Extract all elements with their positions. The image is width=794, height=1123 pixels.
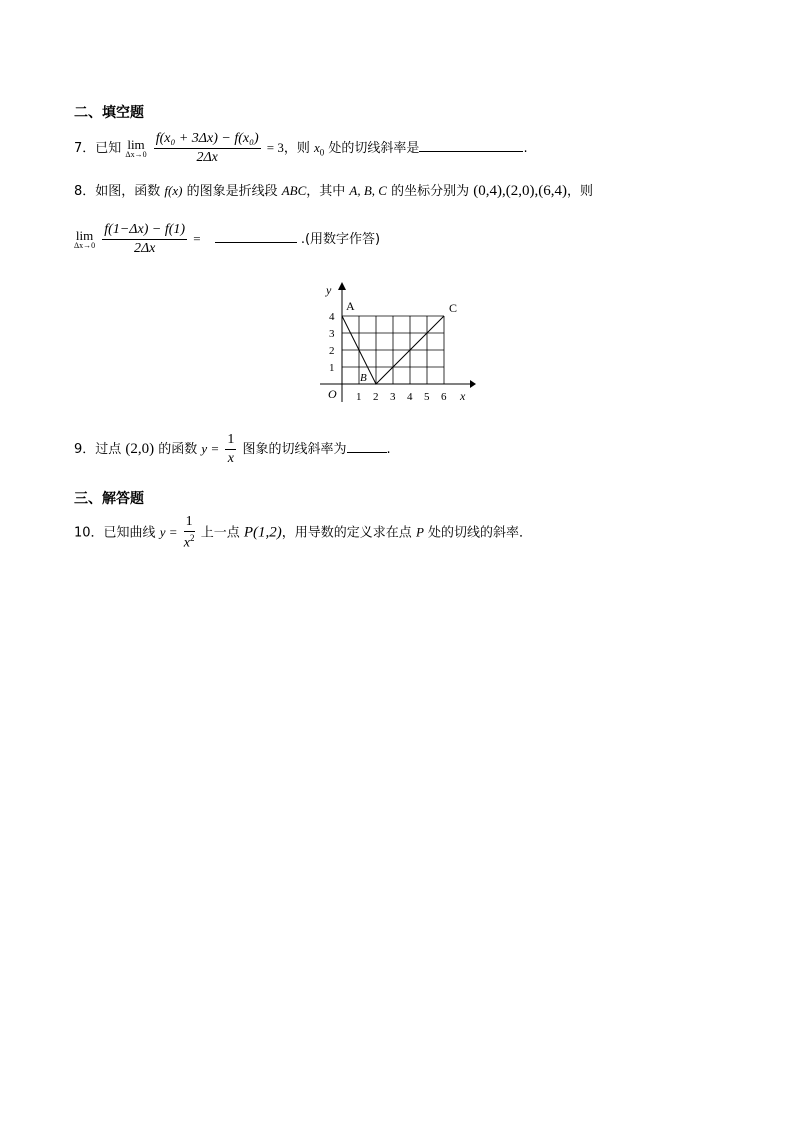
q7-x0-sub: 0 xyxy=(319,147,325,158)
y-tick-labels xyxy=(329,311,335,374)
q7-tail: . xyxy=(523,141,528,156)
question-7 xyxy=(74,131,528,166)
q10-numerator: 1 xyxy=(184,514,195,532)
q10-denominator: $x^2$ xyxy=(183,533,195,551)
x-tick-6: 6 xyxy=(441,391,447,403)
origin-label: O xyxy=(328,387,337,401)
section-title-solve: 三、解答题 xyxy=(74,491,144,507)
q10-p: P xyxy=(415,524,424,540)
q8-points: A, B, C xyxy=(349,183,387,198)
q10-text4: 处的切线的斜率． xyxy=(423,525,533,541)
grid-lines xyxy=(342,316,444,384)
q8-equals: = xyxy=(193,231,201,246)
q9-point: (2,0) xyxy=(125,441,155,457)
point-b-label: B xyxy=(360,372,367,384)
q8-denominator: 2Δx xyxy=(133,241,156,256)
question-8-line2 xyxy=(74,222,380,257)
q8-fx: f(x) xyxy=(164,183,183,198)
q8-number: 8．如图，函数 xyxy=(74,184,165,199)
q7-fraction xyxy=(154,131,261,166)
q7-number: 7．已知 xyxy=(74,141,122,156)
q10-point: P(1,2) xyxy=(243,524,282,541)
q10-fraction xyxy=(184,514,195,552)
point-c-label: C xyxy=(449,301,458,315)
graph-svg xyxy=(310,280,480,410)
q8-fraction xyxy=(102,222,187,257)
axes xyxy=(320,288,470,402)
q8-answer-blank xyxy=(215,230,297,243)
q7-limit: lim Δx→0 xyxy=(125,137,147,159)
y-tick-2: 2 xyxy=(329,345,335,357)
q9-numerator: 1 xyxy=(225,432,236,450)
q7-text-end: 处的切线斜率是 xyxy=(324,141,420,156)
q7-x0: x xyxy=(314,140,320,155)
x-axis-arrow xyxy=(470,380,476,388)
q9-fraction xyxy=(225,432,236,467)
q8-hint: .(用数字作答) xyxy=(300,232,381,247)
y-tick-1: 1 xyxy=(329,362,335,374)
x-tick-2: 2 xyxy=(373,391,379,403)
q10-text2: 上一点 xyxy=(196,525,244,541)
q10-text3: ，用导数的定义求在点 xyxy=(281,525,416,541)
question-9 xyxy=(74,432,391,467)
x-tick-3: 3 xyxy=(390,391,396,403)
q7-text-mid: ，则 xyxy=(283,141,315,156)
q9-y-eq: y = xyxy=(201,441,220,456)
question-8-line1 xyxy=(74,180,593,200)
q7-denominator: 2Δx xyxy=(196,150,218,165)
point-a-label: A xyxy=(346,299,355,313)
q8-coords: (0,4),(2,0),(6,4) xyxy=(473,183,567,199)
q10-number: 10．已知曲线 xyxy=(74,525,160,541)
q9-denominator: x xyxy=(227,451,234,466)
x-tick-1: 1 xyxy=(356,391,362,403)
q8-abc: ABC xyxy=(281,183,307,198)
q9-text3: 图象的切线斜率为 xyxy=(238,442,347,457)
graph-figure xyxy=(310,280,480,414)
question-10 xyxy=(74,514,532,552)
q9-answer-blank xyxy=(347,440,387,453)
section-title-fill: 二、填空题 xyxy=(74,105,144,121)
y-tick-4: 4 xyxy=(329,311,335,323)
x-tick-4: 4 xyxy=(407,391,413,403)
y-tick-3: 3 xyxy=(329,328,335,340)
q8-text-c: ，其中 xyxy=(306,184,350,199)
q8-numerator: f(1−Δx) − f(1) xyxy=(102,222,187,240)
q8-text: 的图象是折线段 xyxy=(182,184,282,199)
q8-limit: lim Δx→0 xyxy=(74,228,96,250)
q10-y-eq: y = xyxy=(159,524,178,540)
q9-text2: 的函数 xyxy=(154,442,202,457)
x-tick-5: 5 xyxy=(424,391,430,403)
q7-numerator: f(x₀ + 3Δx) − f(x₀) xyxy=(154,131,261,149)
y-axis-label: y xyxy=(326,283,332,297)
y-axis-arrow xyxy=(338,282,346,290)
q7-answer-blank xyxy=(419,139,523,152)
q7-equals: = 3 xyxy=(266,140,284,155)
q8-text-e: ，则 xyxy=(566,184,593,199)
x-tick-labels xyxy=(356,391,447,403)
q8-text-d: 的坐标分别为 xyxy=(386,184,474,199)
x-axis-label: x xyxy=(460,389,466,403)
q9-number: 9．过点 xyxy=(74,442,126,457)
q9-tail: . xyxy=(386,442,391,457)
